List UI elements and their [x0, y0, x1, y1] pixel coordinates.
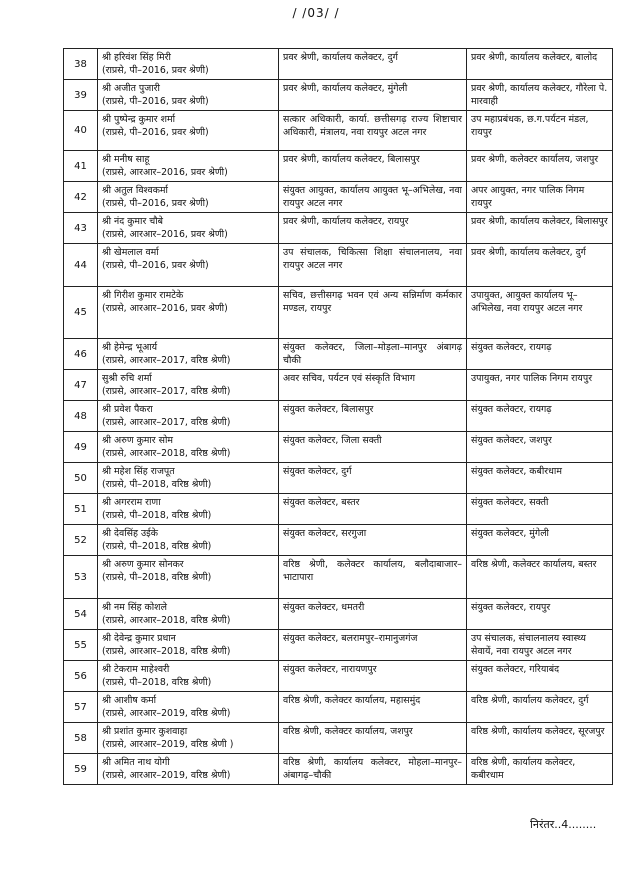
new-posting: संयुक्त कलेक्टर, रायगढ़	[467, 339, 613, 370]
officer-service-detail: (राप्रसे, पी–2018, वरिष्ठ श्रेणी)	[102, 479, 212, 490]
officer-service-detail: (राप्रसे, आरआर–2017, वरिष्ठ श्रेणी)	[102, 386, 231, 397]
table-row	[64, 49, 613, 80]
officer-cell	[98, 287, 279, 339]
officer-cell	[98, 49, 279, 80]
current-posting: वरिष्ठ श्रेणी, कलेक्टर कार्यालय, जशपुर	[279, 723, 467, 754]
officer-name: श्री अरुण कुमार सोनकर	[102, 559, 184, 570]
officer-cell	[98, 80, 279, 111]
new-posting: संयुक्त कलेक्टर, कबीरधाम	[467, 463, 613, 494]
serial-number: 49	[64, 432, 98, 463]
serial-number: 45	[64, 287, 98, 339]
current-posting: संयुक्त कलेक्टर, जिला सक्ती	[279, 432, 467, 463]
current-posting: संयुक्त कलेक्टर, नारायणपुर	[279, 661, 467, 692]
serial-number: 55	[64, 630, 98, 661]
new-posting: अपर आयुक्त, नगर पालिक निगम रायपुर	[467, 182, 613, 213]
serial-number: 52	[64, 525, 98, 556]
officer-name: श्री अजीत पुजारी	[102, 83, 160, 94]
officer-service-detail: (राप्रसे, आरआर–2017, वरिष्ठ श्रेणी)	[102, 417, 231, 428]
officer-cell	[98, 339, 279, 370]
current-posting: उप संचालक, चिकित्सा शिक्षा संचालनालय, नवा रायपुर अटल नगर	[279, 244, 467, 287]
table-row	[64, 556, 613, 599]
new-posting: संयुक्त कलेक्टर, रायगढ़	[467, 401, 613, 432]
serial-number: 43	[64, 213, 98, 244]
table-row	[64, 432, 613, 463]
serial-number: 57	[64, 692, 98, 723]
current-posting: वरिष्ठ श्रेणी, कार्यालय कलेक्टर, मोहला–मानपुर–अंबागढ़–चौकी	[279, 754, 467, 785]
new-posting: उप संचालक, संचालनालय स्वास्थ्य सेवायें, नवा रायपुर अटल नगर	[467, 630, 613, 661]
table-row	[64, 339, 613, 370]
officer-service-detail: (राप्रसे, पी–2018, वरिष्ठ श्रेणी)	[102, 541, 212, 552]
current-posting: प्रवर श्रेणी, कार्यालय कलेक्टर, दुर्ग	[279, 49, 467, 80]
serial-number: 38	[64, 49, 98, 80]
serial-number: 42	[64, 182, 98, 213]
table-row	[64, 630, 613, 661]
table-row	[64, 370, 613, 401]
current-posting: प्रवर श्रेणी, कार्यालय कलेक्टर, बिलासपुर	[279, 151, 467, 182]
continued-note: निरंतर..4........	[530, 818, 597, 831]
table-row	[64, 463, 613, 494]
officer-name: श्री अगरराम राणा	[102, 497, 161, 508]
officer-service-detail: (राप्रसे, पी–2016, प्रवर श्रेणी)	[102, 65, 209, 76]
current-posting: सत्कार अधिकारी, कार्या. छत्तीसगढ़ राज्य शिष्टाचार अधिकारी, मंत्रालय, नवा रायपुर अटल नगर	[279, 111, 467, 151]
new-posting: उपायुक्त, आयुक्त कार्यालय भू–अभिलेख, नवा रायपुर अटल नगर	[467, 287, 613, 339]
officer-service-detail: (राप्रसे, आरआर–2016, प्रवर श्रेणी)	[102, 229, 228, 240]
new-posting: संयुक्त कलेक्टर, जशपुर	[467, 432, 613, 463]
current-posting: वरिष्ठ श्रेणी, कलेक्टर कार्यालय, बलौदाबाजार–भाटापारा	[279, 556, 467, 599]
table-row	[64, 287, 613, 339]
officer-name: श्री प्रशांत कुमार कुशवाहा	[102, 726, 188, 737]
officer-service-detail: (राप्रसे, पी–2018, वरिष्ठ श्रेणी)	[102, 677, 212, 688]
current-posting: संयुक्त कलेक्टर, जिला–मोड़ला–मानपुर अंबागढ़ चौकी	[279, 339, 467, 370]
current-posting: संयुक्त कलेक्टर, बलरामपुर–रामानुजगंज	[279, 630, 467, 661]
officer-cell	[98, 630, 279, 661]
table-row	[64, 494, 613, 525]
officer-cell	[98, 494, 279, 525]
officer-cell	[98, 432, 279, 463]
officer-service-detail: (राप्रसे, आरआर–2018, वरिष्ठ श्रेणी)	[102, 615, 231, 626]
current-posting: प्रवर श्रेणी, कार्यालय कलेक्टर, मुंगेली	[279, 80, 467, 111]
current-posting: संयुक्त कलेक्टर, बस्तर	[279, 494, 467, 525]
current-posting: सचिव, छत्तीसगढ़ भवन एवं अन्य सन्निर्माण कर्मकार मण्डल, रायपुर	[279, 287, 467, 339]
officer-name: श्री गिरीश कुमार रामटेके	[102, 290, 184, 301]
officer-name: श्री नंद कुमार चौबे	[102, 216, 163, 227]
new-posting: प्रवर श्रेणी, कार्यालय कलेक्टर, बिलासपुर	[467, 213, 613, 244]
serial-number: 53	[64, 556, 98, 599]
new-posting: संयुक्त कलेक्टर, सक्ती	[467, 494, 613, 525]
new-posting: वरिष्ठ श्रेणी, कार्यालय कलेक्टर, कबीरधाम	[467, 754, 613, 785]
officer-cell	[98, 661, 279, 692]
officer-name: श्री अतुल विश्वकर्मा	[102, 185, 168, 196]
table-row	[64, 599, 613, 630]
officer-service-detail: (राप्रसे, आरआर–2016, प्रवर श्रेणी)	[102, 167, 228, 178]
table-row	[64, 213, 613, 244]
new-posting: प्रवर श्रेणी, कलेक्टर कार्यालय, जशपुर	[467, 151, 613, 182]
serial-number: 56	[64, 661, 98, 692]
table-row	[64, 692, 613, 723]
table-row	[64, 723, 613, 754]
officer-cell	[98, 182, 279, 213]
officer-name: श्री पुष्पेन्द्र कुमार शर्मा	[102, 114, 176, 125]
officer-service-detail: (राप्रसे, आरआर–2019, वरिष्ठ श्रेणी)	[102, 770, 231, 781]
serial-number: 44	[64, 244, 98, 287]
current-posting: संयुक्त आयुक्त, कार्यालय आयुक्त भू–अभिलेख, नवा रायपुर अटल नगर	[279, 182, 467, 213]
officer-cell	[98, 111, 279, 151]
officer-service-detail: (राप्रसे, पी–2016, प्रवर श्रेणी)	[102, 127, 209, 138]
new-posting: संयुक्त कलेक्टर, मुंगेली	[467, 525, 613, 556]
new-posting: वरिष्ठ श्रेणी, कलेक्टर कार्यालय, बस्तर	[467, 556, 613, 599]
new-posting: संयुक्त कलेक्टर, रायपुर	[467, 599, 613, 630]
officer-name: श्री आशीष कर्मा	[102, 695, 157, 706]
officer-name: श्री हरिवंश सिंह मिरी	[102, 52, 171, 63]
new-posting: संयुक्त कलेक्टर, गरियाबंद	[467, 661, 613, 692]
serial-number: 41	[64, 151, 98, 182]
officer-cell	[98, 525, 279, 556]
officer-service-detail: (राप्रसे, आरआर–2016, प्रवर श्रेणी)	[102, 303, 228, 314]
officer-cell	[98, 692, 279, 723]
new-posting: वरिष्ठ श्रेणी, कार्यालय कलेक्टर, सूरजपुर	[467, 723, 613, 754]
officer-service-detail: (राप्रसे, आरआर–2018, वरिष्ठ श्रेणी)	[102, 448, 231, 459]
officer-name: श्री नम सिंह कोशले	[102, 602, 167, 613]
officer-cell	[98, 151, 279, 182]
table-row	[64, 111, 613, 151]
officer-name: श्री देवसिंह उईके	[102, 528, 158, 539]
new-posting: प्रवर श्रेणी, कार्यालय कलेक्टर, गौरेला पे. मारवाही	[467, 80, 613, 111]
officer-cell	[98, 754, 279, 785]
new-posting: प्रवर श्रेणी, कार्यालय कलेक्टर, दुर्ग	[467, 244, 613, 287]
officer-name: श्री देवेन्द्र कुमार प्रधान	[102, 633, 176, 644]
table-row	[64, 80, 613, 111]
new-posting: वरिष्ठ श्रेणी, कार्यालय कलेक्टर, दुर्ग	[467, 692, 613, 723]
table-row	[64, 401, 613, 432]
officer-name: श्री मनीष साहू	[102, 154, 150, 165]
officer-service-detail: (राप्रसे, आरआर–2018, वरिष्ठ श्रेणी)	[102, 646, 231, 657]
officer-cell	[98, 213, 279, 244]
serial-number: 58	[64, 723, 98, 754]
officer-name: श्री महेश सिंह राजपूत	[102, 466, 175, 477]
officer-cell	[98, 723, 279, 754]
table-row	[64, 182, 613, 213]
officer-name: श्री अमित नाथ योगी	[102, 757, 170, 768]
officer-cell	[98, 401, 279, 432]
current-posting: वरिष्ठ श्रेणी, कलेक्टर कार्यालय, महासमुंद	[279, 692, 467, 723]
officer-cell	[98, 556, 279, 599]
current-posting: संयुक्त कलेक्टर, धमतरी	[279, 599, 467, 630]
officer-cell	[98, 599, 279, 630]
officer-service-detail: (राप्रसे, आरआर–2019, वरिष्ठ श्रेणी )	[102, 739, 234, 750]
serial-number: 48	[64, 401, 98, 432]
transfer-table	[63, 48, 613, 785]
serial-number: 54	[64, 599, 98, 630]
current-posting: प्रवर श्रेणी, कार्यालय कलेक्टर, रायपुर	[279, 213, 467, 244]
officer-name: सुश्री रुचि शर्मा	[102, 373, 152, 384]
serial-number: 50	[64, 463, 98, 494]
officer-service-detail: (राप्रसे, पी–2018, वरिष्ठ श्रेणी)	[102, 510, 212, 521]
officer-name: श्री हेमेन्द्र भूआर्य	[102, 342, 158, 353]
officer-name: श्री खेमलाल वर्मा	[102, 247, 159, 258]
page-number: / /03/ /	[292, 6, 340, 20]
officer-service-detail: (राप्रसे, पी–2016, प्रवर श्रेणी)	[102, 260, 209, 271]
serial-number: 40	[64, 111, 98, 151]
table-row	[64, 151, 613, 182]
officer-cell	[98, 370, 279, 401]
officer-name: श्री अरुण कुमार सोम	[102, 435, 173, 446]
new-posting: उपायुक्त, नगर पालिक निगम रायपुर	[467, 370, 613, 401]
officer-name: श्री टेकराम माहेश्वरी	[102, 664, 170, 675]
current-posting: संयुक्त कलेक्टर, सरगुजा	[279, 525, 467, 556]
table-row	[64, 525, 613, 556]
serial-number: 39	[64, 80, 98, 111]
officer-service-detail: (राप्रसे, आरआर–2019, वरिष्ठ श्रेणी)	[102, 708, 231, 719]
table-row	[64, 661, 613, 692]
current-posting: अवर सचिव, पर्यटन एवं संस्कृति विभाग	[279, 370, 467, 401]
officer-service-detail: (राप्रसे, पी–2016, प्रवर श्रेणी)	[102, 198, 209, 209]
officer-service-detail: (राप्रसे, पी–2016, प्रवर श्रेणी)	[102, 96, 209, 107]
serial-number: 51	[64, 494, 98, 525]
new-posting: प्रवर श्रेणी, कार्यालय कलेक्टर, बालोद	[467, 49, 613, 80]
serial-number: 46	[64, 339, 98, 370]
officer-service-detail: (राप्रसे, पी–2018, वरिष्ठ श्रेणी)	[102, 572, 212, 583]
officer-name: श्री प्रवेश पैकरा	[102, 404, 153, 415]
serial-number: 59	[64, 754, 98, 785]
officer-cell	[98, 244, 279, 287]
table-row	[64, 754, 613, 785]
new-posting: उप महाप्रबंधक, छ.ग.पर्यटन मंडल, रायपुर	[467, 111, 613, 151]
current-posting: संयुक्त कलेक्टर, दुर्ग	[279, 463, 467, 494]
officer-service-detail: (राप्रसे, आरआर–2017, वरिष्ठ श्रेणी)	[102, 355, 231, 366]
table-row	[64, 244, 613, 287]
serial-number: 47	[64, 370, 98, 401]
officer-cell	[98, 463, 279, 494]
current-posting: संयुक्त कलेक्टर, बिलासपुर	[279, 401, 467, 432]
